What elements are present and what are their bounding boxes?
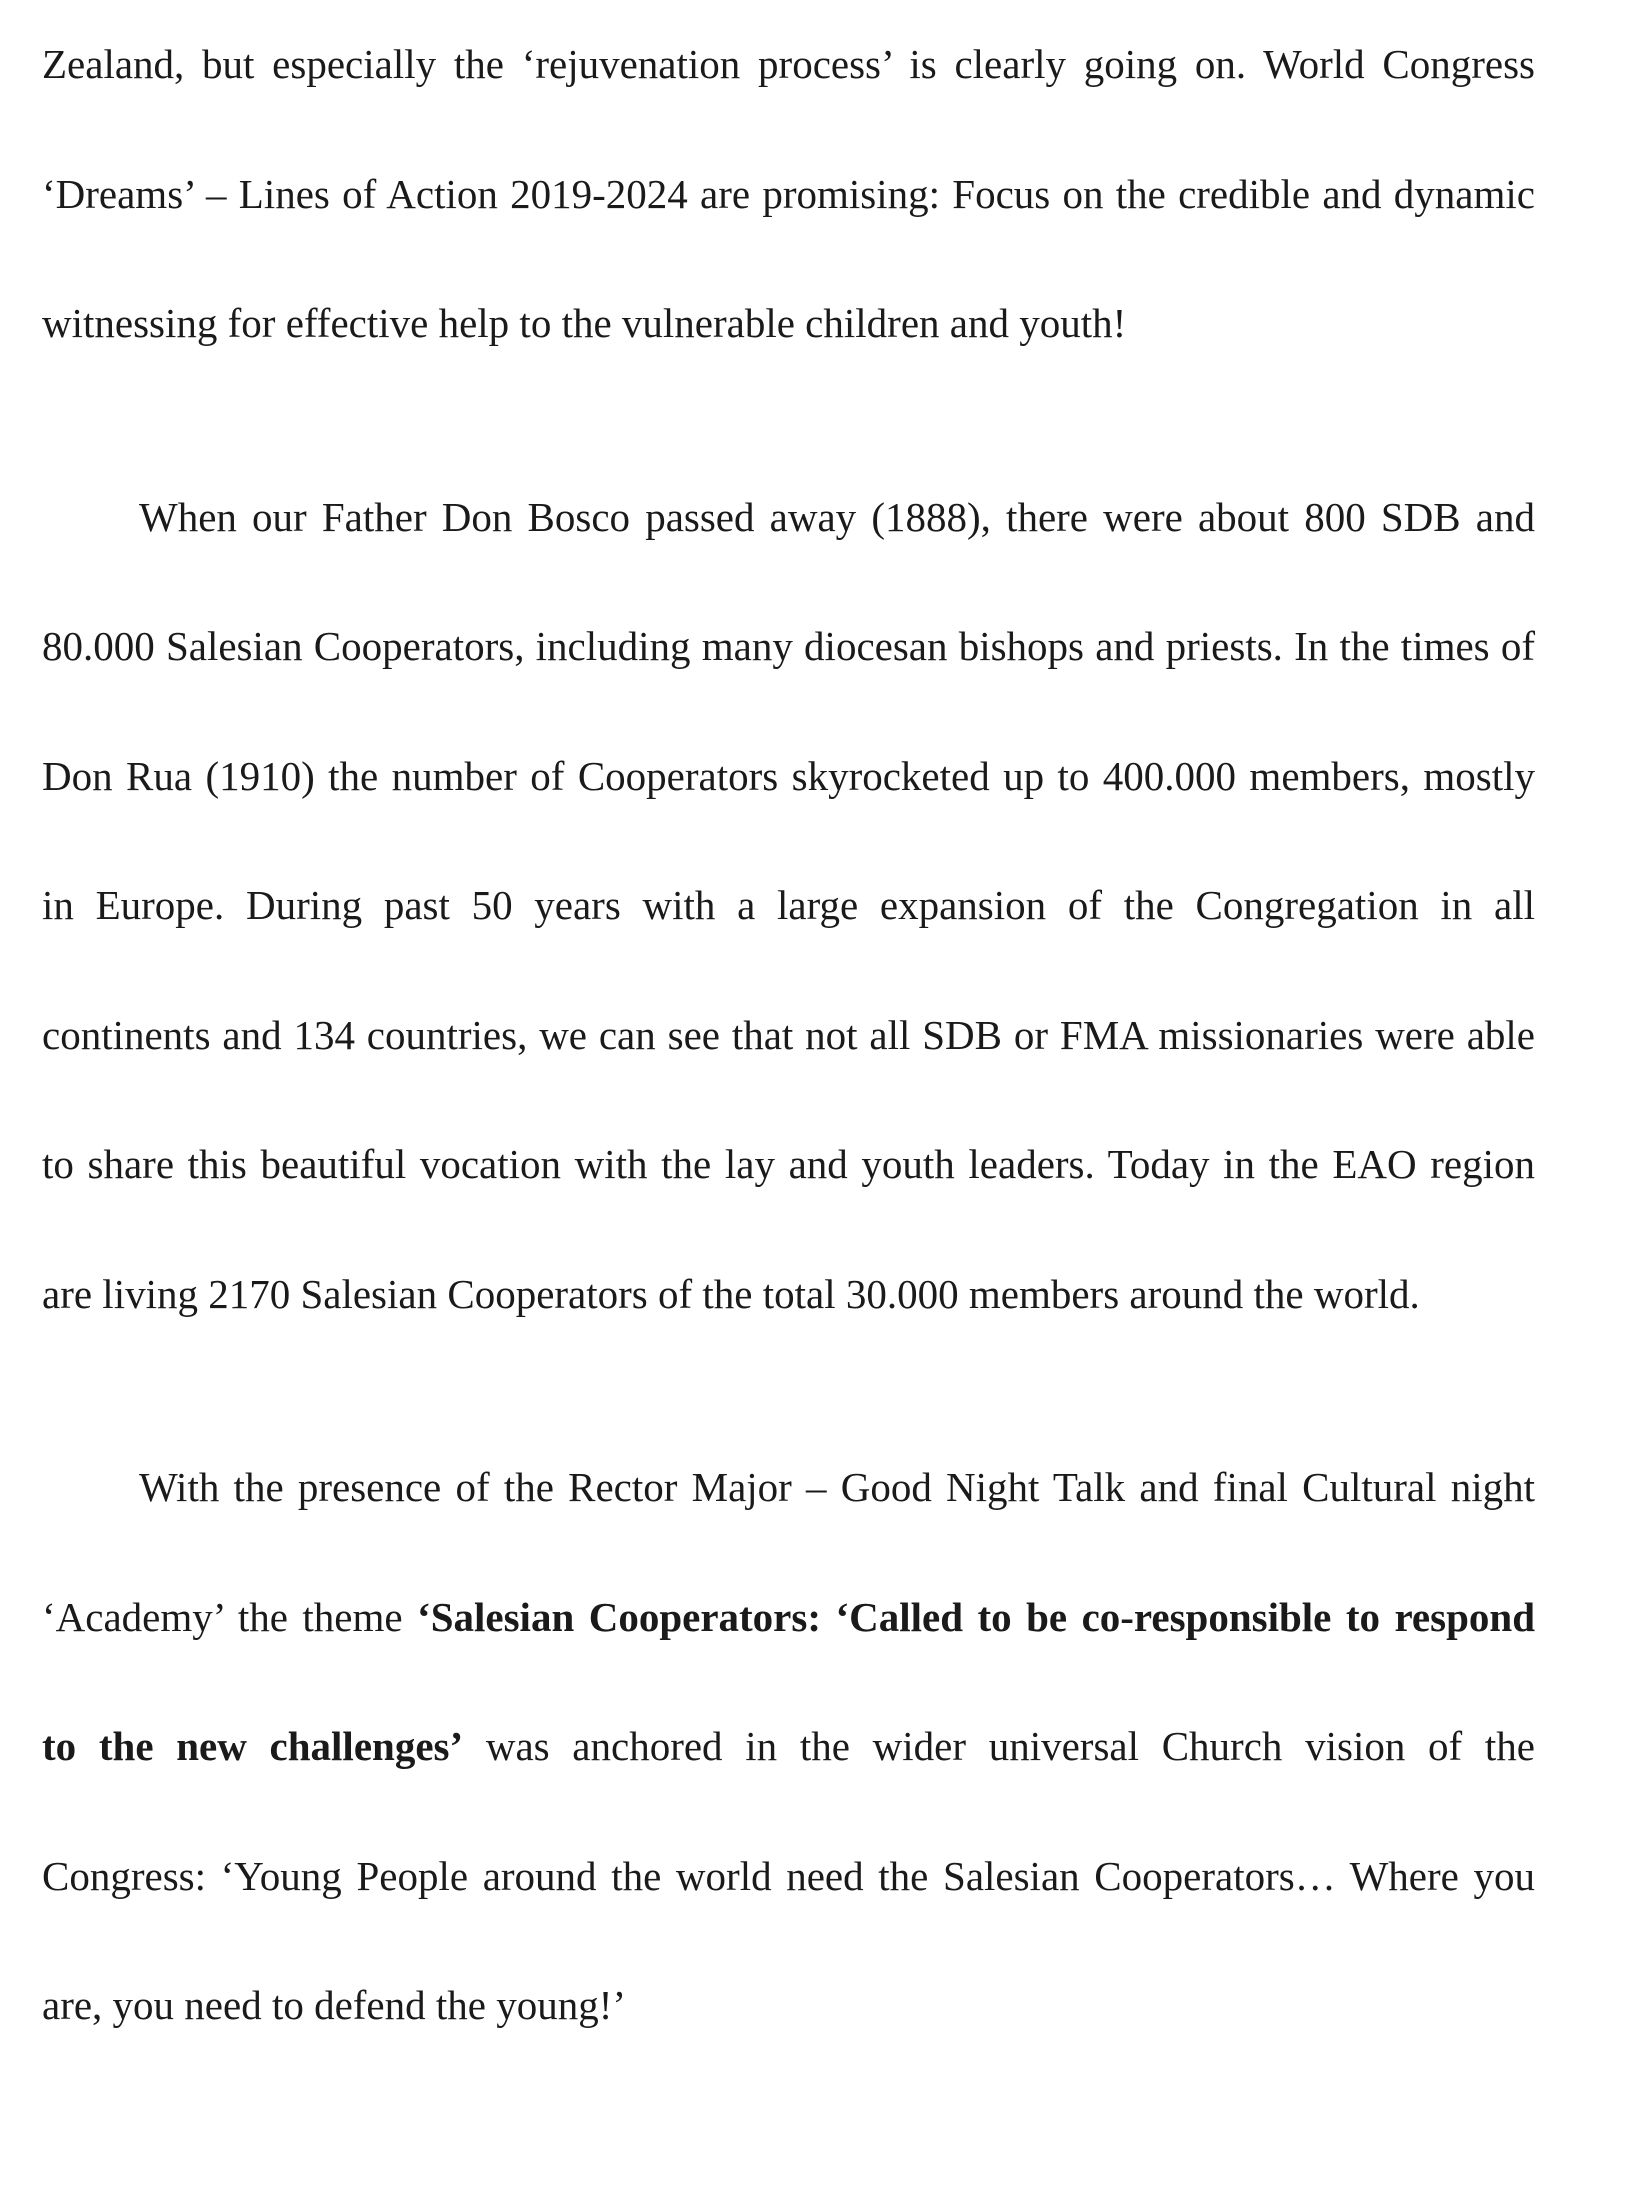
congress-theme-title: ‘Salesian Cooperators: ‘Called to be co-responsible to respond to the new challenges’ bbox=[42, 1593, 1535, 1769]
paragraph-rejuvenation bbox=[42, 0, 1535, 389]
paragraph-text-before: With the presence of the Rector Major – Good Night Talk and final Cultural night ‘Academy’ the theme bbox=[42, 1464, 1535, 1640]
paragraph-cooperators-history bbox=[42, 453, 1535, 1360]
document-page bbox=[42, 28, 1535, 2071]
paragraph-congress-theme bbox=[42, 1423, 1535, 2071]
paragraph-text: When our Father Don Bosco passed away (1888), there were about 800 SDB and 80.000 Salesian Cooperators, including many diocesan bishops and priests. In the times of Don Rua (1910) the number of Cooperators skyrocketed up to 400.000 members, mostly in Europe. During past 50 years with a large expansion of the Congregation in all continents and 134 countries, we can see that not all SDB or FMA missionaries were able to share this beautiful vocation with the lay and youth leaders. Today in the EAO region are living 2170 Salesian Cooperators of the total 30.000 members around the world. bbox=[42, 493, 1535, 1317]
paragraph-text-after: was anchored in the wider universal Church vision of the Congress: ‘Young People around the world need the Salesian Cooperators… Where you are, you need to defend the young!’ bbox=[42, 1723, 1535, 2028]
paragraph-text: Zealand, but especially the ‘rejuvenation process’ is clearly going on. World Congress ‘Dreams’ – Lines of Action 2019-2024 are promising: Focus on the credible and dynamic witnessing for effective help to the vulnerable children and youth! bbox=[42, 41, 1535, 346]
